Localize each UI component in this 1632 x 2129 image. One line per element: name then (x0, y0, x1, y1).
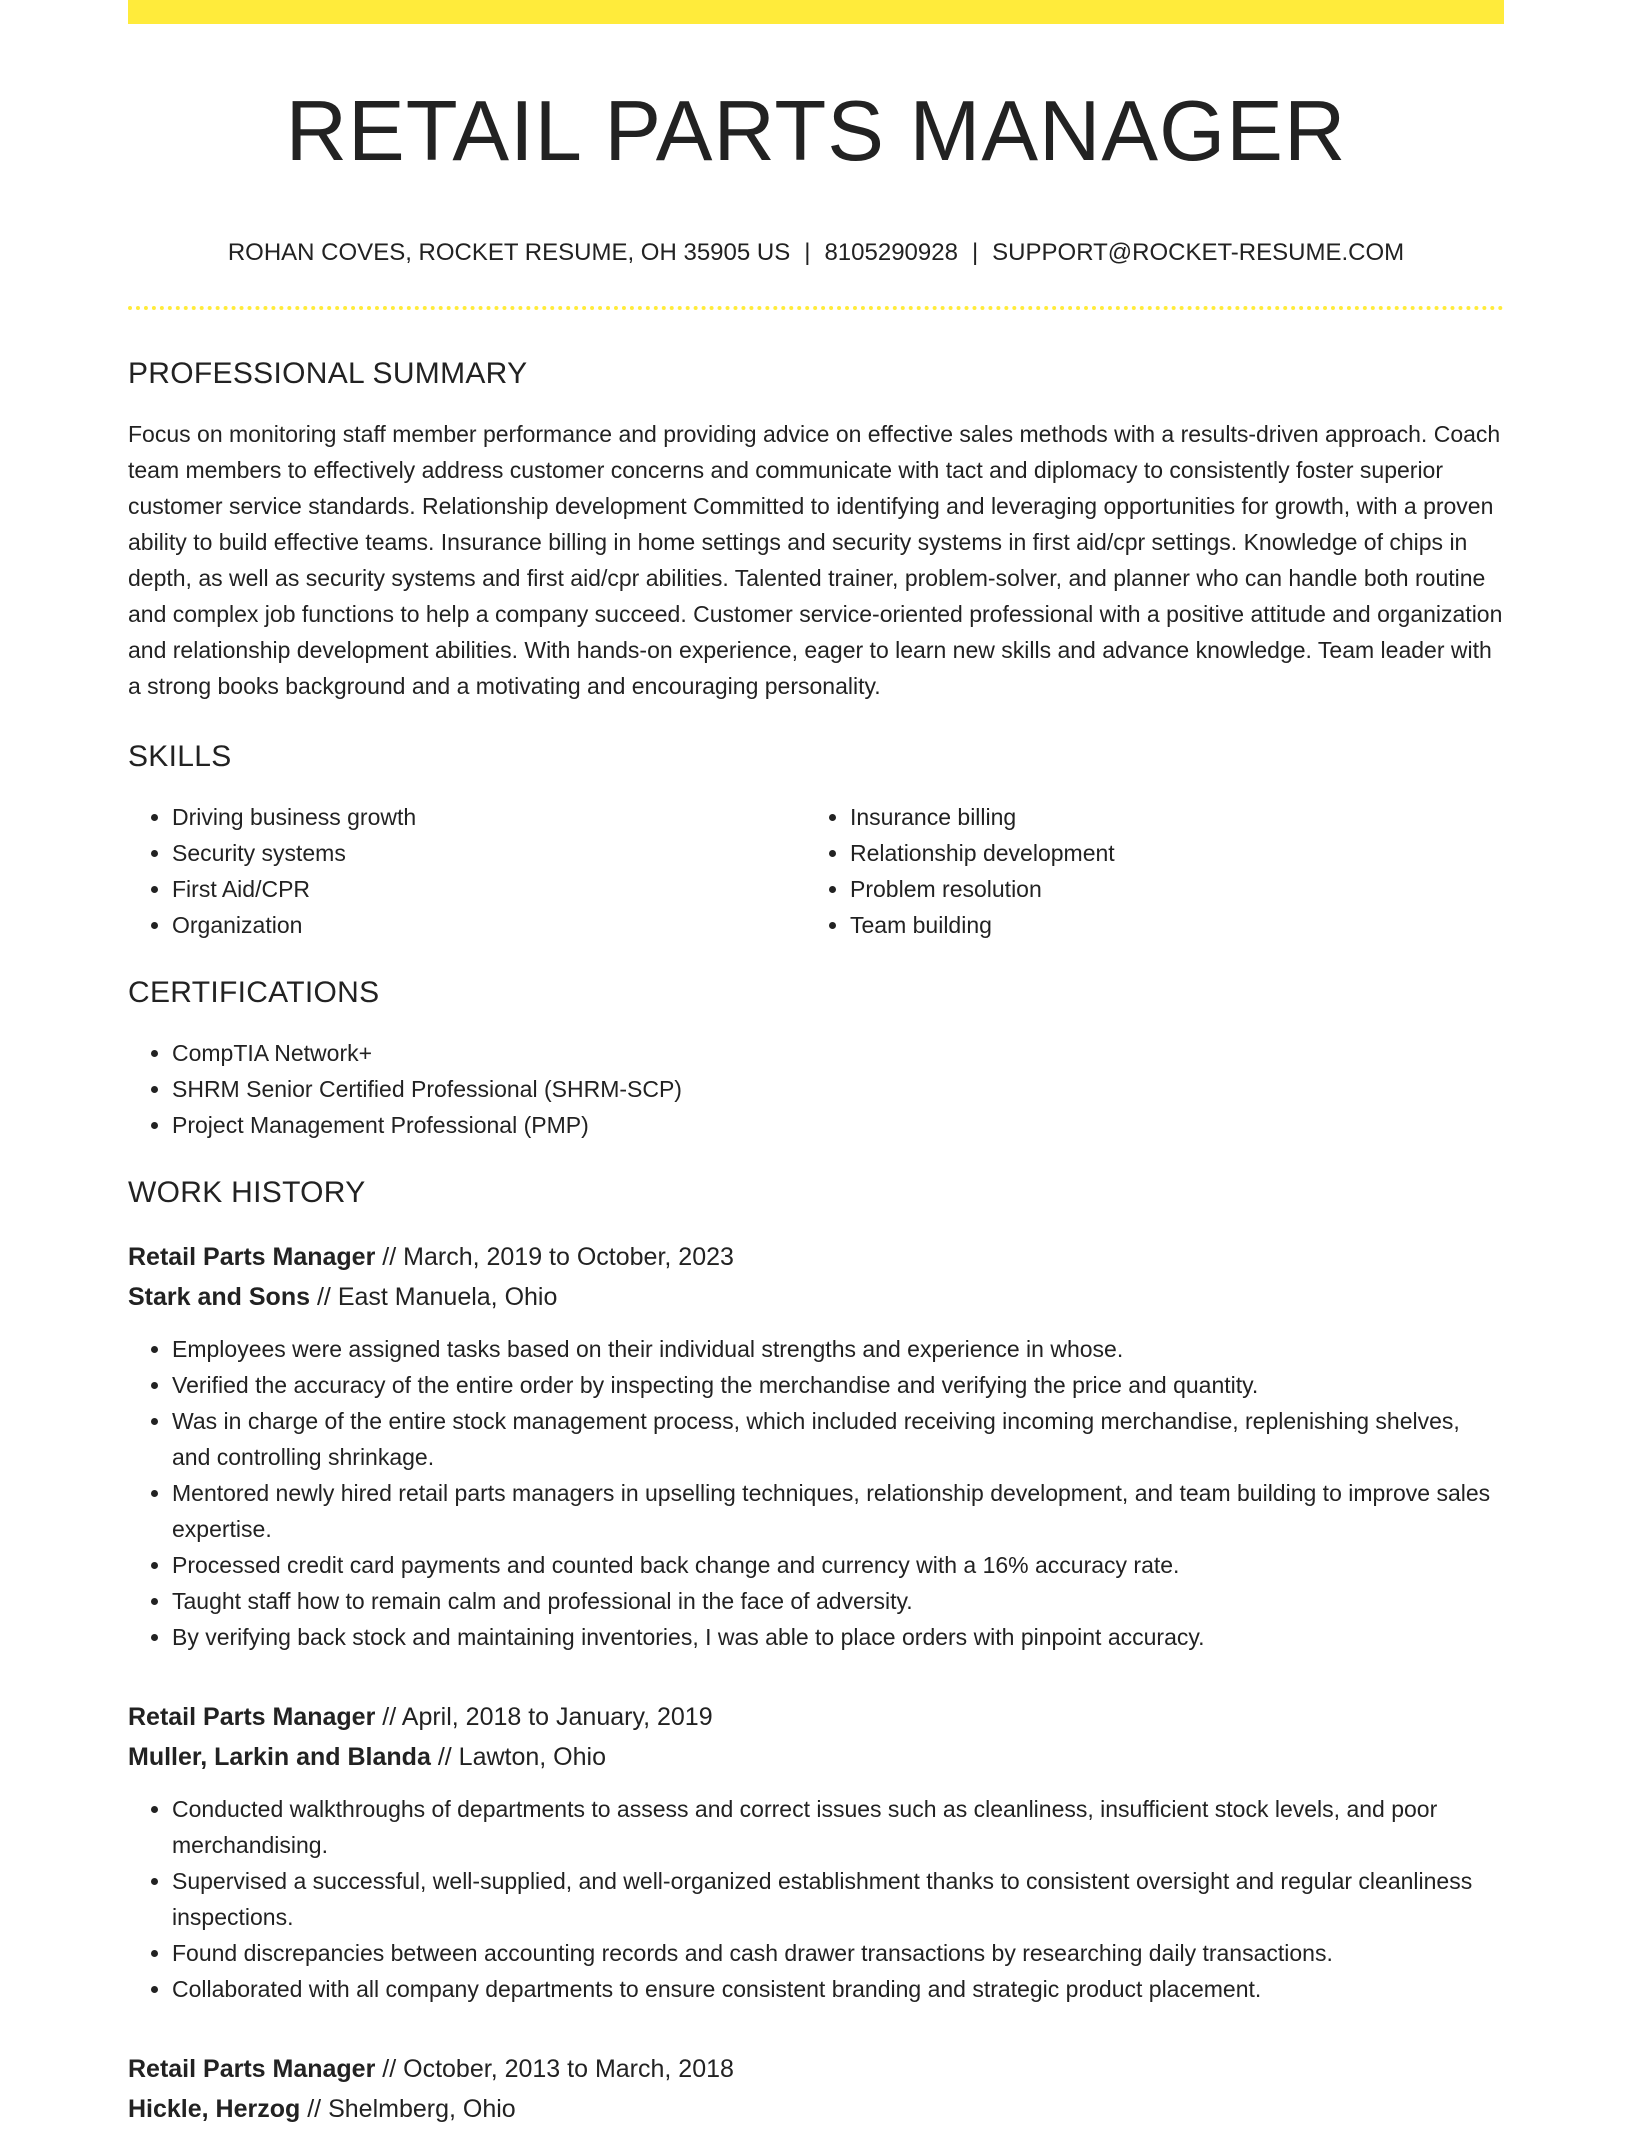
job-location: Lawton, Ohio (458, 1742, 606, 1771)
job-divider: // (382, 2054, 397, 2083)
job-divider: // (307, 2094, 322, 2123)
job-divider: // (437, 1742, 452, 1771)
work-history-heading: WORK HISTORY (128, 1175, 366, 1209)
job-bullet: • By verifying back stock and maintaining inventories, I was able to place orders with pinpoint accuracy. (172, 1619, 1504, 1655)
skill-item: • Team building (850, 907, 1484, 943)
job-company-line (128, 2089, 1504, 2129)
job-title-line (128, 1697, 1504, 1737)
skill-item: • Organization (172, 907, 806, 943)
job-divider: // (316, 1282, 331, 1311)
skill-item: • Relationship development (850, 835, 1484, 871)
skills-column-right (806, 799, 1484, 943)
contact-separator: | (804, 239, 811, 266)
job-bullets (128, 1791, 1504, 2007)
contact-separator: | (971, 239, 979, 266)
certification-item: • SHRM Senior Certified Professional (SHRM-SCP) (172, 1071, 1504, 1107)
job-bullet: • Was in charge of the entire stock management process, which included receiving incoming merchandise, replenishing shelves, and controlling shrinkage. (172, 1403, 1504, 1475)
job-divider: // (382, 1702, 397, 1731)
job-role: Retail Parts Manager (128, 1702, 376, 1731)
job-bullet: • Verified the accuracy of the entire order by inspecting the merchandise and verifying the price and quantity. (172, 1367, 1504, 1403)
job-divider: // (382, 1242, 397, 1271)
job-bullet: • Processed credit card payments and counted back change and currency with a 16% accuracy rate. (172, 1547, 1504, 1583)
job-bullet: • Taught staff how to remain calm and professional in the face of adversity. (172, 1583, 1504, 1619)
skill-item: • Insurance billing (850, 799, 1484, 835)
job-location: Shelmberg, Ohio (328, 2094, 516, 2123)
job-role: Retail Parts Manager (128, 2054, 376, 2083)
resume-page (128, 0, 1504, 2129)
contact-phone: 8105290928 (824, 239, 958, 266)
job-dates: March, 2019 to October, 2023 (403, 1242, 734, 1271)
job-company: Muller, Larkin and Blanda (128, 1742, 431, 1771)
skill-item: • Problem resolution (850, 871, 1484, 907)
job-bullets (128, 1331, 1504, 1655)
skill-item: • Driving business growth (172, 799, 806, 835)
job-company: Hickle, Herzog (128, 2094, 301, 2123)
job-role: Retail Parts Manager (128, 1242, 376, 1271)
skill-item: • First Aid/CPR (172, 871, 806, 907)
skills-list (128, 799, 1504, 943)
certification-item: • Project Management Professional (PMP) (172, 1107, 1504, 1143)
resume-name: RETAIL PARTS MANAGER (285, 84, 1347, 179)
job-entry (128, 1697, 1504, 2007)
certifications-list (128, 1035, 1504, 1143)
job-bullet: • Found discrepancies between accounting records and cash drawer transactions by researching daily transactions. (172, 1935, 1504, 1971)
job-company-line (128, 1277, 1504, 1317)
job-bullet: • Supervised a successful, well-supplied, and well-organized establishment thanks to consistent oversight and regular cleanliness inspections. (172, 1863, 1504, 1935)
dotted-divider (128, 306, 1504, 310)
certifications-heading: CERTIFICATIONS (128, 975, 380, 1009)
skill-item: • Security systems (172, 835, 806, 871)
job-entry (128, 2049, 1504, 2129)
contact-line (128, 239, 1504, 268)
skills-column-left (128, 799, 806, 943)
job-location: East Manuela, Ohio (337, 1282, 558, 1311)
summary-heading: PROFESSIONAL SUMMARY (128, 356, 528, 390)
skills-heading: SKILLS (128, 739, 232, 773)
job-bullet: • Mentored newly hired retail parts managers in upselling techniques, relationship development, and team building to improve sales expertise. (172, 1475, 1504, 1547)
job-title-line (128, 1237, 1504, 1277)
job-dates: October, 2013 to March, 2018 (403, 2054, 734, 2083)
summary-text: Focus on monitoring staff member performance and providing advice on effective sales methods with a results-driven approach. Coach team members to effectively address customer concerns and communicate with tact and diplomacy to consistently foster superior customer service standards. Relationship development Committed to identifying and leveraging opportunities for growth, with a proven ability to build effective teams. Insurance billing in home settings and security systems in first aid/cpr settings. Knowledge of chips in depth, as well as security systems and first aid/cpr abilities. Talented trainer, problem-solver, and planner who can handle both routine and complex job functions to help a company succeed. Customer service-oriented professional with a positive attitude and organization and relationship development abilities. With hands-on experience, eager to learn new skills and advance knowledge. Team leader with a strong books background and a motivating and encouraging personality. (128, 420, 1503, 699)
contact-email: SUPPORT@ROCKET-RESUME.COM (992, 239, 1405, 266)
job-dates: April, 2018 to January, 2019 (401, 1702, 713, 1731)
job-company: Stark and Sons (128, 1282, 310, 1311)
job-title-line (128, 2049, 1504, 2089)
job-bullet: • Collaborated with all company departments to ensure consistent branding and strategic product placement. (172, 1971, 1504, 2007)
contact-address: ROHAN COVES, ROCKET RESUME, OH 35905 US (227, 239, 791, 266)
job-bullet: • Employees were assigned tasks based on their individual strengths and experience in whose. (172, 1331, 1504, 1367)
job-bullet: • Conducted walkthroughs of departments to assess and correct issues such as cleanliness, insufficient stock levels, and poor merchandising. (172, 1791, 1504, 1863)
job-entry (128, 1237, 1504, 1655)
job-company-line (128, 1737, 1504, 1777)
accent-bar (128, 0, 1504, 24)
certification-item: • CompTIA Network+ (172, 1035, 1504, 1071)
